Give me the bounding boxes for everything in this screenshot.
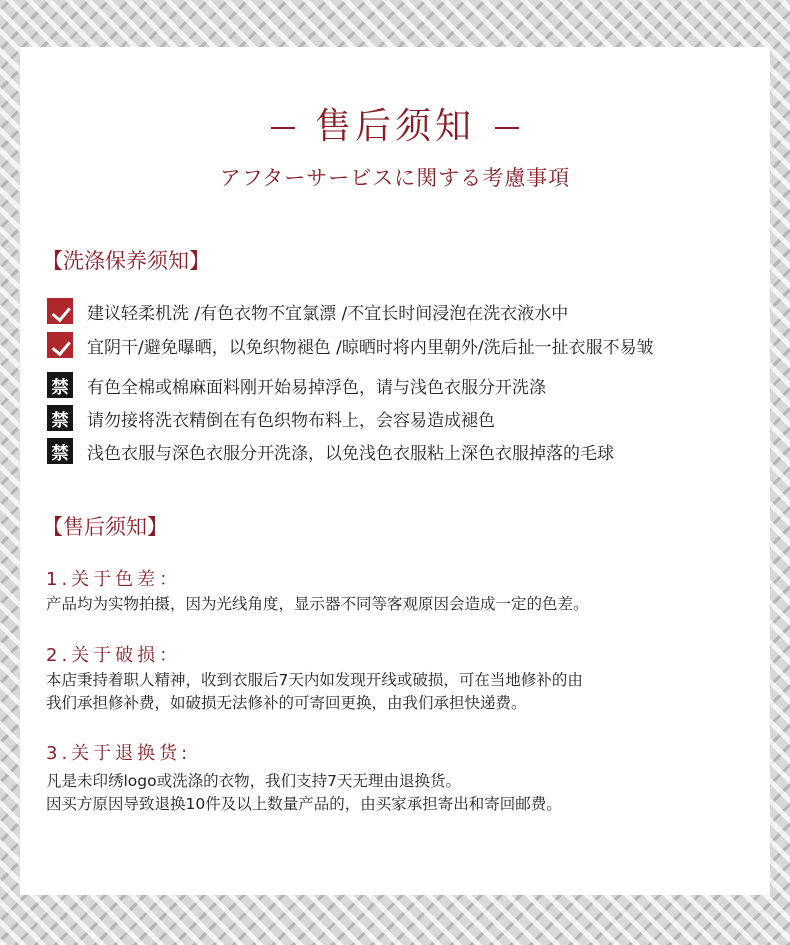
care-ban-text: 请勿接将洗衣精倒在有色织物布料上，会容易造成褪色 (87, 410, 495, 431)
damage-title: 2.关于破损： (46, 645, 182, 666)
color-difference-text (46, 593, 589, 616)
forbidden-icon: 禁 (47, 438, 73, 464)
after-sales-section-title: 【售后须知】 (42, 515, 168, 539)
forbidden-icon: 禁 (47, 372, 73, 398)
body-line: 本店秉持着职人精神，收到衣服后7天内如发现开线或破损，可在当地修补的由 (46, 671, 583, 689)
checkmark-icon (47, 332, 73, 358)
page-title-row (0, 98, 790, 149)
care-ban-item (47, 371, 546, 399)
color-difference-title: 1.关于色差： (46, 569, 182, 590)
forbidden-icon: 禁 (47, 405, 73, 431)
return-exchange-text (46, 770, 562, 816)
body-line: 因买方原因导致退换10件及以上数量产品的，由买家承担寄出和寄回邮费。 (46, 795, 562, 813)
care-ban-item (47, 437, 614, 465)
page-title: 售后须知 (314, 106, 475, 147)
damage-text (46, 669, 583, 715)
page-subtitle: アフターサービスに関する考慮事項 (219, 166, 571, 190)
return-exchange-title: 3.关于退换货: (46, 743, 192, 764)
checkmark-icon (47, 298, 73, 324)
care-check-item (47, 331, 654, 359)
care-ban-item (47, 404, 495, 432)
body-line: 产品均为实物拍摄，因为光线角度，显示器不同等客观原因会造成一定的色差。 (46, 595, 589, 613)
title-dash-left (271, 127, 295, 129)
care-section-title: 【洗涤保养须知】 (42, 249, 210, 273)
body-line: 我们承担修补费，如破损无法修补的可寄回更换，由我们承担快递费。 (46, 694, 527, 712)
title-dash-right (495, 127, 519, 129)
care-check-text: 宜阴干/避免曝晒，以免织物褪色 /晾晒时将内里朝外/洗后扯一扯衣服不易皱 (87, 337, 654, 358)
care-check-text: 建议轻柔机洗 /有色衣物不宜氯漂 /不宜长时间浸泡在洗衣液水中 (87, 303, 569, 324)
care-check-item (47, 297, 568, 325)
care-ban-text: 有色全棉或棉麻面料刚开始易掉浮色，请与浅色衣服分开洗涤 (87, 377, 546, 398)
body-line: 凡是未印绣logo或洗涤的衣物，我们支持7天无理由退换货。 (46, 772, 461, 790)
care-ban-text: 浅色衣服与深色衣服分开洗涤，以免浅色衣服粘上深色衣服掉落的毛球 (87, 443, 614, 464)
